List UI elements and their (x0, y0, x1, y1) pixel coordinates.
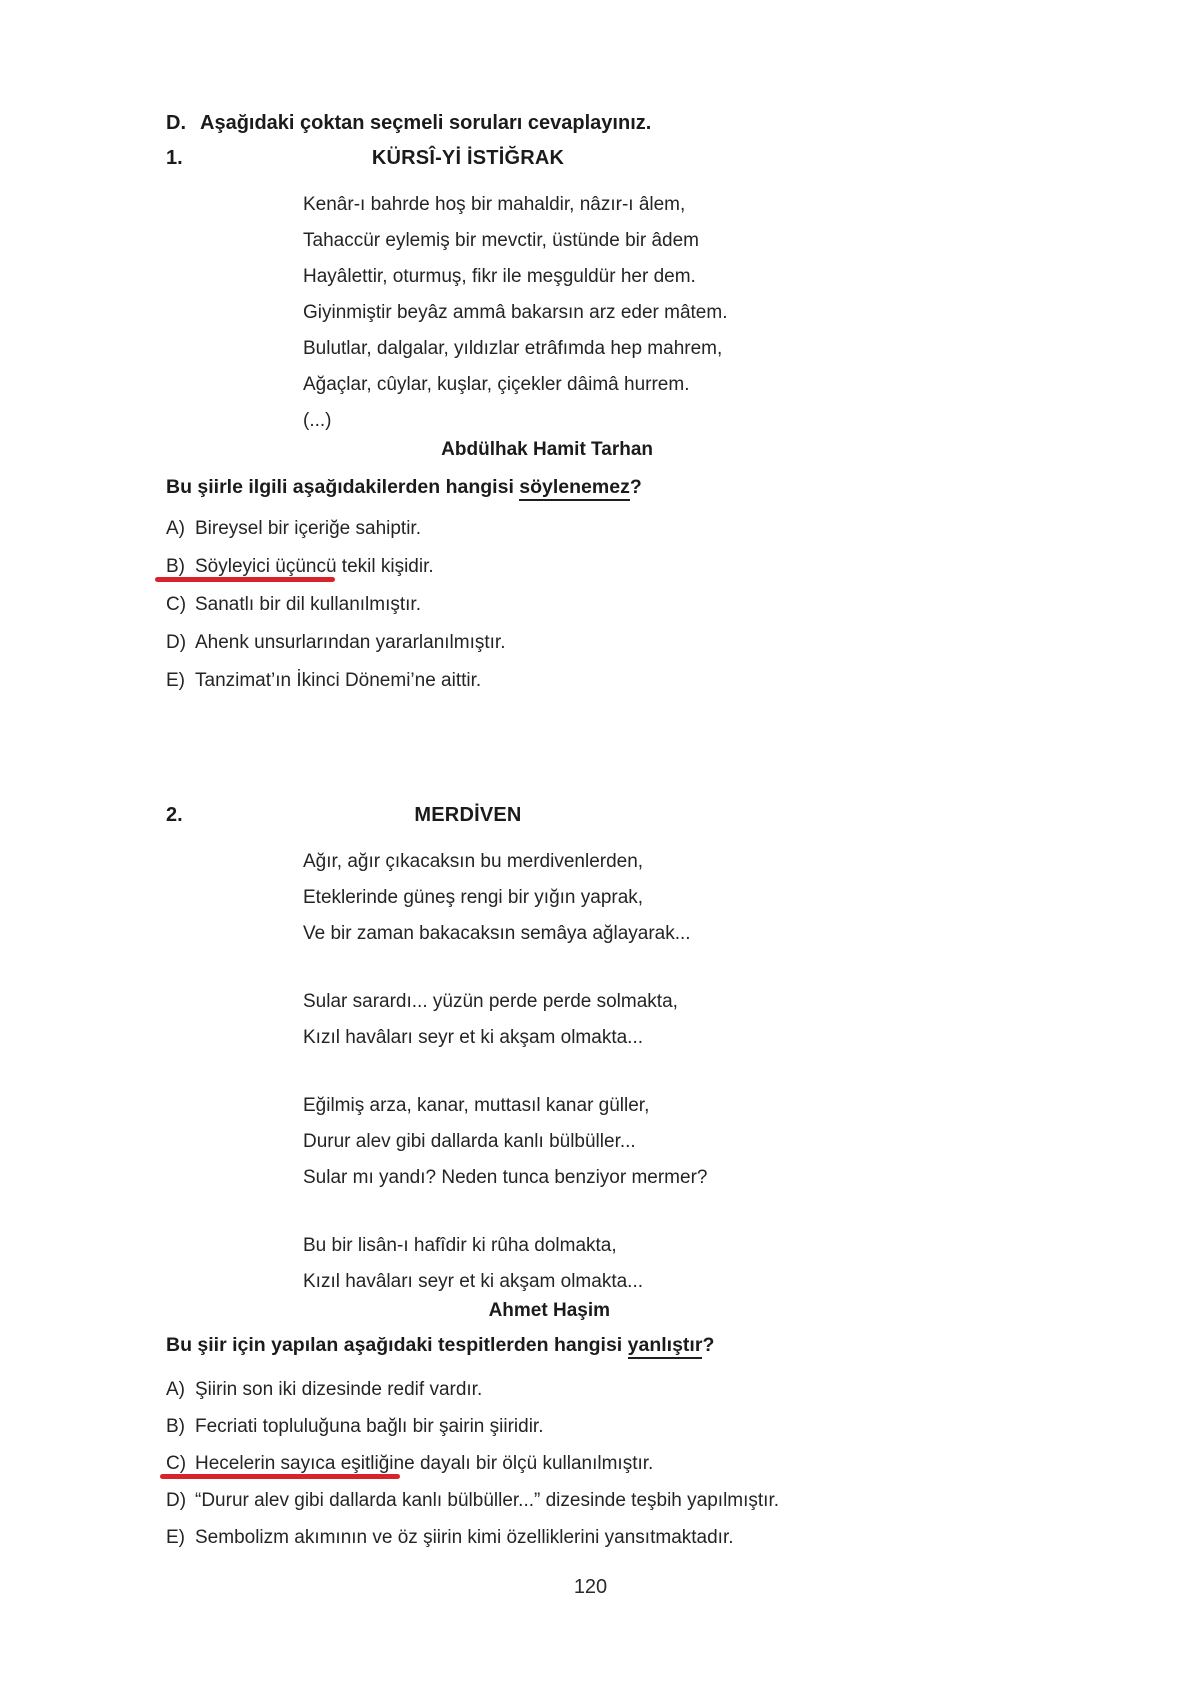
option-text: Söyleyici üçüncü tekil kişidir. (195, 556, 434, 577)
poem-line: Kızıl havâları seyr et ki akşam olmakta... (303, 1027, 644, 1048)
question-1 (166, 147, 1046, 692)
option-e (166, 1526, 1046, 1549)
option-label: B) (166, 1416, 185, 1437)
section-instruction: Aşağıdaki çoktan seçmeli soruları cevaplayınız. (200, 112, 652, 134)
poem-line: Kenâr-ı bahrde hoş bir mahaldir, nâzır-ı âlem, (303, 194, 686, 215)
option-label: E) (166, 670, 185, 691)
question-2 (166, 804, 1046, 1549)
stem-text: Bu şiirle ilgili aşağıdakilerden hangisi (166, 476, 520, 498)
page-number: 120 (573, 1576, 608, 1598)
option-label: C) (166, 594, 187, 615)
poem-line: Ağaçlar, cûylar, kuşlar, çiçekler dâimâ hurrem. (303, 374, 690, 395)
option-a (166, 517, 1046, 540)
stem-text: ? (629, 476, 642, 498)
stem-underlined-word: yanlıştır (628, 1335, 703, 1359)
option-d (166, 1489, 1046, 1512)
poem-line: Eğilmiş arza, kanar, muttasıl kanar güller, (303, 1095, 650, 1116)
option-text: Hecelerin sayıca eşitliğine dayalı bir ölçü kullanılmıştır. (195, 1453, 654, 1474)
option-text: Bireysel bir içeriğe sahiptir. (195, 518, 421, 539)
page-content (166, 112, 1046, 1563)
stanza (303, 984, 1046, 1056)
option-text: “Durur alev gibi dallarda kanlı bülbüller...” dizesinde teşbih yapılmıştır. (195, 1490, 780, 1511)
option-label: D) (166, 632, 187, 653)
section-header (166, 112, 1046, 134)
poem-title: KÜRSÎ-Yİ İSTİĞRAK (371, 147, 565, 169)
option-label: E) (166, 1527, 185, 1548)
option-text: Sembolizm akımının ve öz şiirin kimi özelliklerini yansıtmaktadır. (195, 1527, 734, 1548)
poem-title: MERDİVEN (414, 804, 522, 826)
question-1-header (166, 147, 1046, 169)
option-label: D) (166, 1490, 187, 1511)
poem-line: Tahaccür eylemiş bir mevctir, üstünde bir âdem (303, 230, 699, 251)
stem-text: Bu şiir için yapılan aşağıdaki tespitlerden hangisi (166, 1334, 628, 1356)
poem-line: Sular sarardı... yüzün perde perde solmakta, (303, 991, 678, 1012)
option-c (166, 1452, 1046, 1475)
question-number: 1. (166, 147, 183, 169)
poem-author: Ahmet Haşim (488, 1300, 610, 1321)
option-e (166, 669, 1046, 692)
option-label: A) (166, 1379, 185, 1400)
stanza (303, 1228, 1046, 1300)
stanza (303, 1088, 1046, 1196)
option-text: Ahenk unsurlarından yararlanılmıştır. (195, 632, 506, 653)
stem-text: ? (702, 1334, 715, 1356)
poem-line: Bulutlar, dalgalar, yıldızlar etrâfımda hep mahrem, (303, 338, 723, 359)
option-label: A) (166, 518, 185, 539)
poem-kursi-yi-istigrak (303, 187, 1046, 439)
poem-ellipsis: (...) (303, 410, 332, 431)
option-text: Sanatlı bir dil kullanılmıştır. (195, 594, 421, 615)
poem-line: Sular mı yandı? Neden tunca benziyor mermer? (303, 1167, 708, 1188)
poem-merdiven (303, 844, 1046, 1300)
options-list (166, 517, 1046, 692)
stem-underlined-word: söylenemez (519, 477, 630, 501)
poem-author: Abdülhak Hamit Tarhan (441, 439, 653, 460)
options-list (166, 1378, 1046, 1549)
poem-line: Hayâlettir, oturmuş, fikr ile meşguldür her dem. (303, 266, 696, 287)
poem-line: Bu bir lisân-ı hafîdir ki rûha dolmakta, (303, 1235, 617, 1256)
stanza (303, 187, 1046, 439)
poem-line: Ağır, ağır çıkacaksın bu merdivenlerden, (303, 851, 644, 872)
poem-line: Eteklerinde güneş rengi bir yığın yaprak, (303, 887, 644, 908)
answer-underline-red (160, 1474, 400, 1479)
option-text: Fecriati topluluğuna bağlı bir şairin şiiridir. (195, 1416, 544, 1437)
option-d (166, 631, 1046, 654)
poem-line: Ve bir zaman bakacaksın semâya ağlayarak... (303, 923, 691, 944)
option-label: B) (166, 556, 185, 577)
poem-line: Giyinmiştir beyâz ammâ bakarsın arz eder mâtem. (303, 302, 728, 323)
option-b (166, 1415, 1046, 1438)
section-label: D. (166, 112, 186, 134)
answer-underline-red (155, 577, 335, 582)
stanza (303, 844, 1046, 952)
option-a (166, 1378, 1046, 1401)
question-stem (166, 475, 1046, 501)
question-stem (166, 1333, 1046, 1359)
poem-line: Kızıl havâları seyr et ki akşam olmakta... (303, 1271, 644, 1292)
option-text: Tanzimat’ın İkinci Dönemi’ne aittir. (195, 670, 482, 691)
option-label: C) (166, 1453, 187, 1474)
option-b (166, 555, 1046, 578)
option-c (166, 593, 1046, 616)
poem-line: Durur alev gibi dallarda kanlı bülbüller... (303, 1131, 636, 1152)
question-2-header (166, 804, 1046, 826)
option-text: Şiirin son iki dizesinde redif vardır. (195, 1379, 483, 1400)
question-number: 2. (166, 804, 183, 826)
